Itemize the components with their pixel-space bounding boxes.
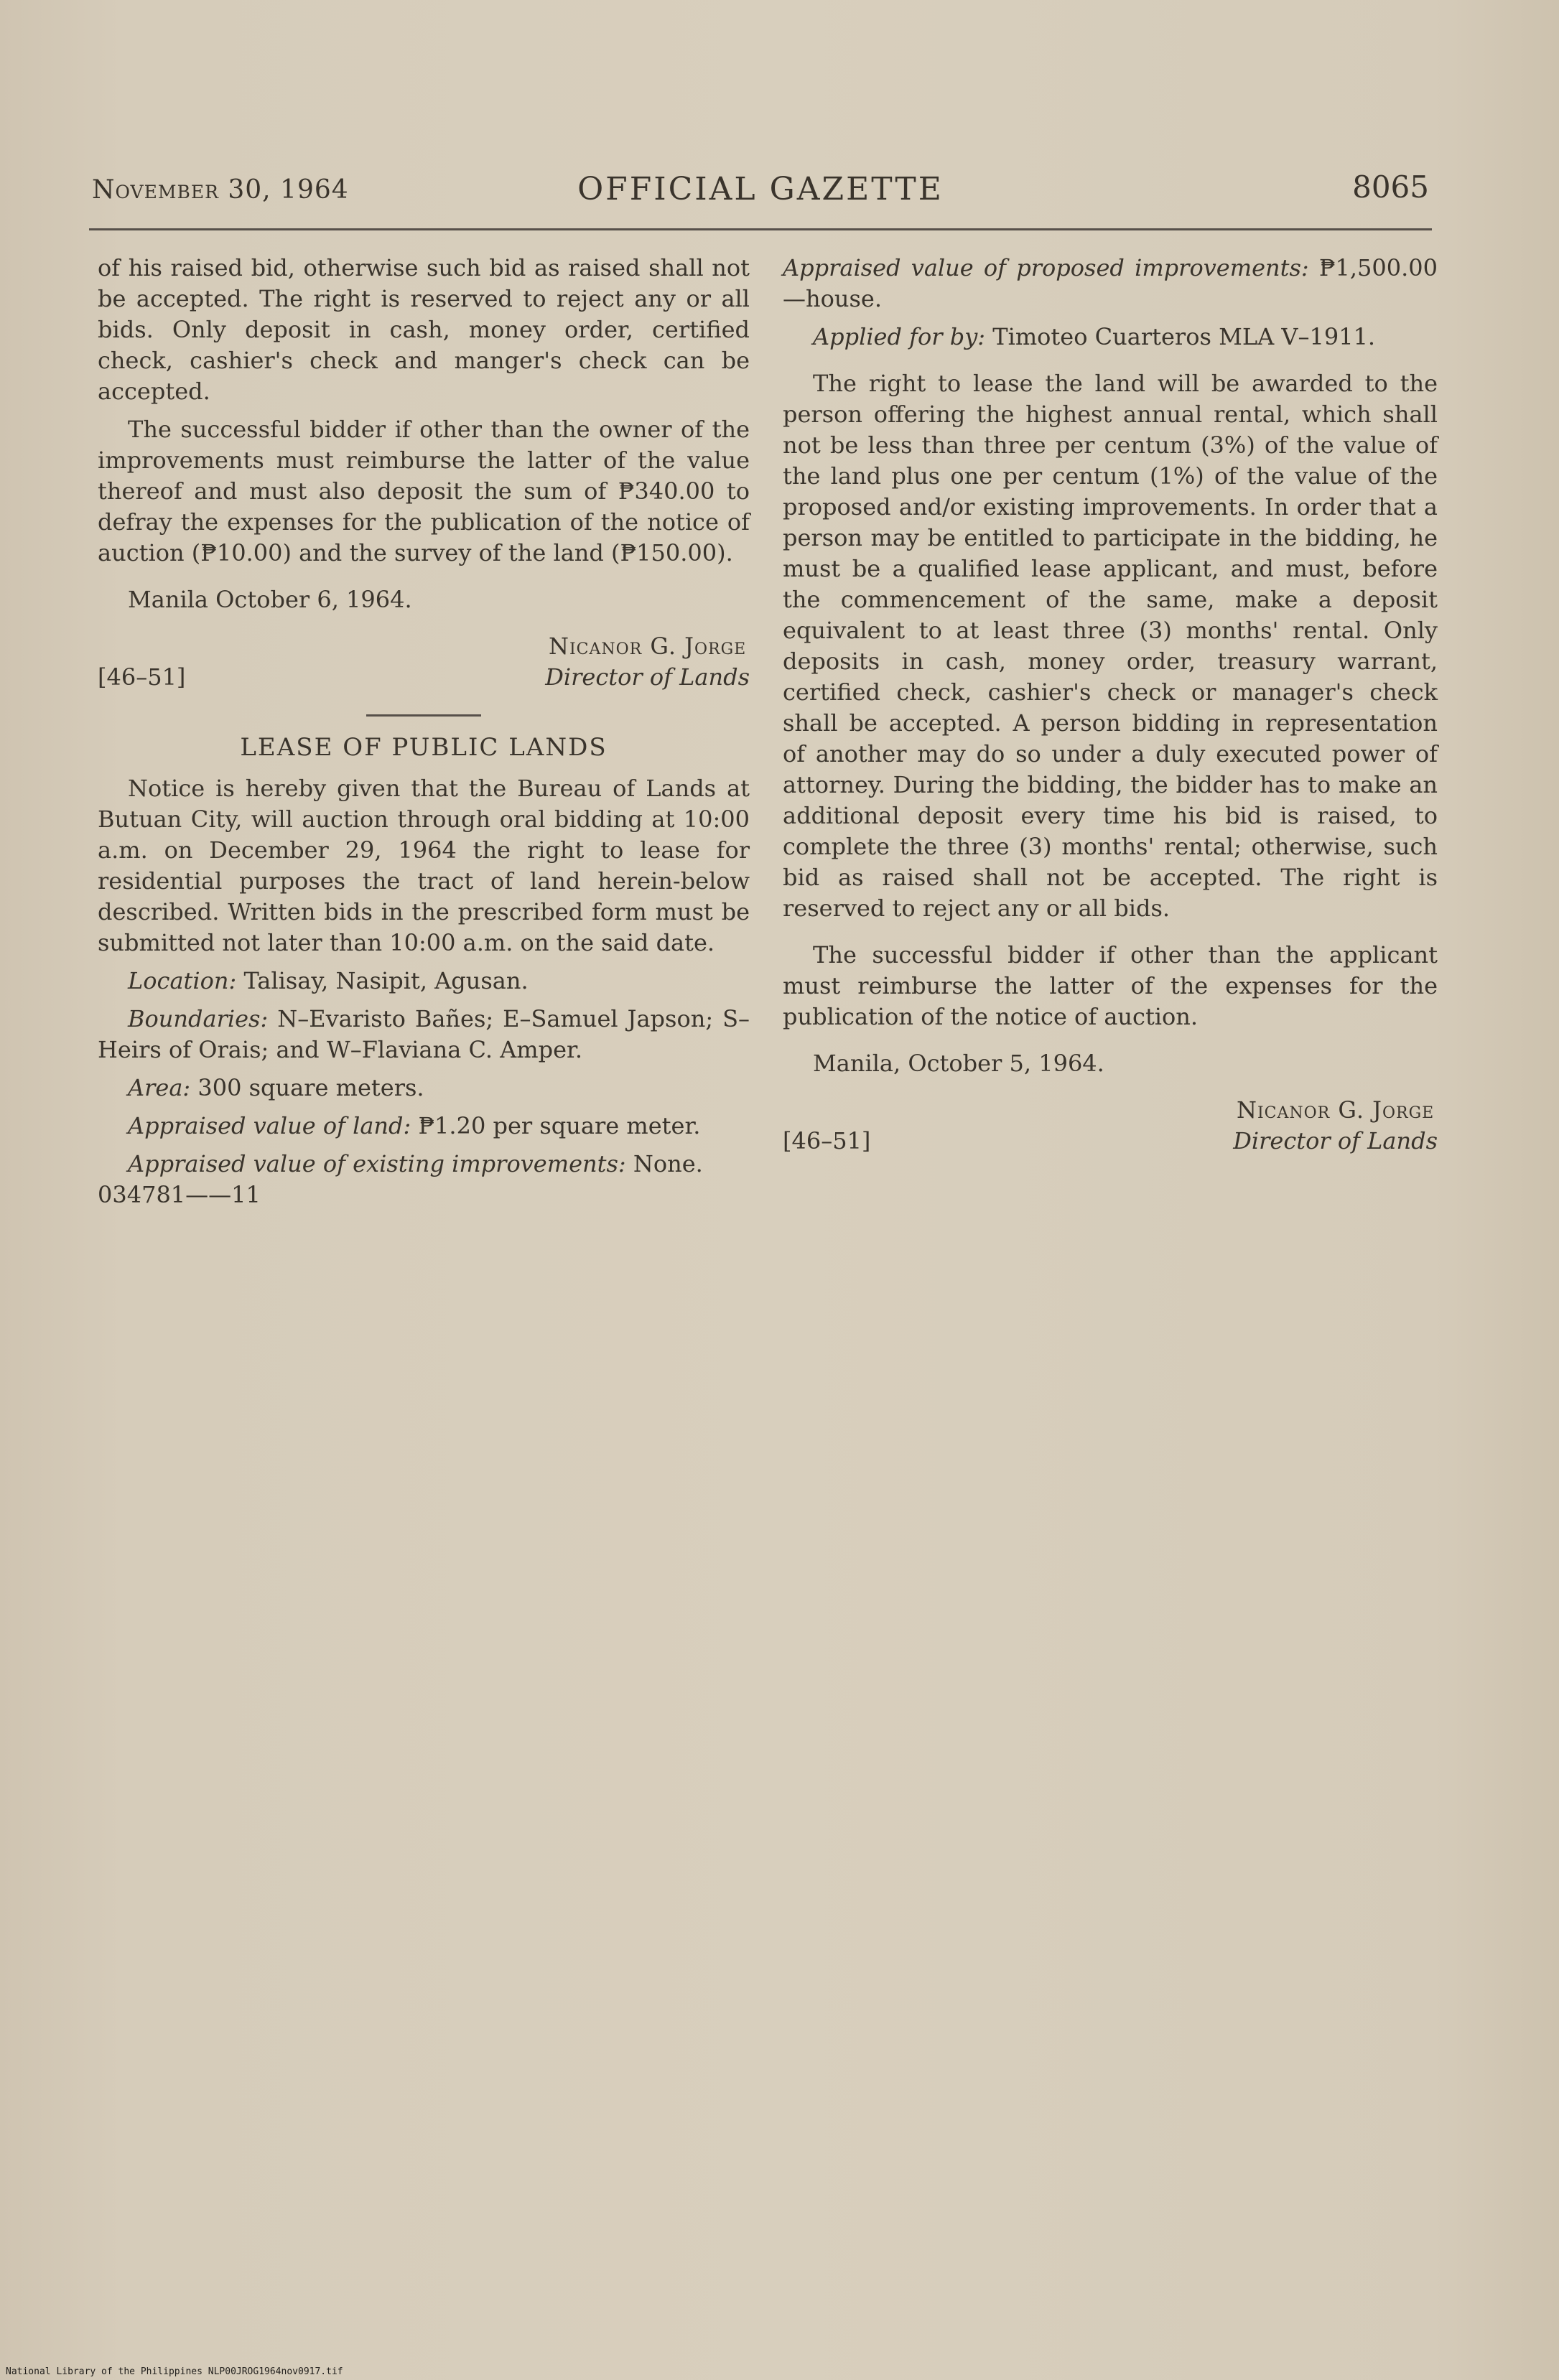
header-rule — [89, 228, 1432, 230]
page-header — [92, 167, 1429, 217]
reference-number: [46–51] — [98, 663, 186, 691]
signer-title-2: Director of Lands — [1233, 1127, 1438, 1154]
section-divider — [366, 714, 481, 717]
land-value-line — [98, 1111, 750, 1142]
reference-number-2: [46–51] — [783, 1127, 871, 1154]
continued-paragraph: of his raised bid, otherwise such bid as raised shall not be accepted. The right is reserved to reject any or all bids. Only deposit in cash, money order, certified check, cashier's check and manger's check can be accepted. — [98, 254, 750, 405]
area-line — [98, 1073, 750, 1103]
existing-improvements-label: Appraised value of existing improvements: — [128, 1150, 626, 1177]
existing-improvements-line — [98, 1149, 750, 1180]
boundaries-line — [98, 1004, 750, 1065]
area-value: 300 square meters. — [197, 1074, 424, 1101]
notice-code: 034781——11 — [98, 1181, 261, 1208]
area-label: Area: — [128, 1074, 191, 1101]
signer-title: Director of Lands — [545, 663, 750, 691]
location-line — [98, 966, 750, 997]
land-value: ₱1.20 per square meter. — [418, 1112, 701, 1139]
place-date-2: Manila, October 5, 1964. — [813, 1050, 1104, 1077]
land-value-label: Appraised value of land: — [128, 1112, 411, 1139]
proposed-improvements-value: ₱1,500.00—house. — [783, 254, 1438, 312]
signer-name: Nicanor G. Jorge — [548, 633, 747, 660]
successful-bidder-paragraph: The successful bidder if other than the owner of the improvements must reimburse the latter of the value thereof and must also deposit the sum of ₱340.00 to defray the expenses for the publication of the notice of auction (₱10.00) and the survey of the land (₱150.00). — [98, 416, 750, 566]
signature-block — [545, 631, 750, 693]
lease-award-paragraph: The right to lease the land will be awarded to the person offering the highest annual rental, which shall not be less than three per centum (3%) of the value of the land plus one per centum (1%) of the value of the proposed and/or existing improvements. In order that a person may be entitled to participate in the bidding, he must be a qualified lease applicant, and must, before the commencement of the same, make a deposit equivalent to at least three (3) months' rental. Only deposits in cash, money order, treasury warrant, certified check, cashier's check or manager's check shall be accepted. A person bidding in representation of another may do so under a duly executed power of attorney. During the bidding, the bidder has to make an additional deposit every time his bid is raised, to complete the three (3) months' rental; otherwise, such bid as raised shall not be accepted. The right is reserved to reject any or all bids. — [783, 370, 1438, 922]
boundaries-label: Boundaries: — [128, 1005, 269, 1032]
signer-name-2: Nicanor G. Jorge — [1236, 1096, 1435, 1124]
boundaries-value: N–Evaristo Bañes; E–Samuel Japson; S–Heirs of Orais; and W–Flaviana C. Amper. — [98, 1005, 750, 1063]
scan-footer: National Library of the Philippines NLP00JROG1964nov0917.tif — [6, 2366, 343, 2377]
header-page-number: 8065 — [1352, 169, 1429, 205]
section-title: LEASE OF PUBLIC LANDS — [240, 733, 608, 762]
header-title: OFFICIAL GAZETTE — [577, 171, 944, 207]
signature-block-2 — [1233, 1095, 1438, 1157]
applied-for-label: Applied for by: — [813, 323, 986, 350]
location-value: Talisay, Nasipit, Agusan. — [243, 967, 529, 994]
notice-paragraph: Notice is hereby given that the Bureau of Lands at Butuan City, will auction through oral bidding at 10:00 a.m. on December 29, 1964 the right to lease for residential purposes the tract of land herein-below described. Written bids in the prescribed form must be submitted not later than 10:00 a.m. on the said date. — [98, 775, 750, 956]
successful-bidder-paragraph-2: The successful bidder if other than the applicant must reimburse the latter of the expenses for the publication of the notice of auction. — [783, 941, 1438, 1030]
signature-row-2 — [783, 1095, 1438, 1157]
existing-improvements-value: None. — [633, 1150, 703, 1177]
proposed-improvements-label: Appraised value of proposed improvements: — [783, 254, 1309, 281]
left-column — [98, 253, 750, 1210]
proposed-improvements-line — [783, 253, 1438, 314]
signature-row — [98, 631, 750, 693]
applied-for-line — [783, 322, 1438, 353]
applied-for-value: Timoteo Cuarteros MLA V–1911. — [992, 323, 1376, 350]
place-date: Manila October 6, 1964. — [128, 586, 412, 613]
header-date: November 30, 1964 — [92, 175, 349, 205]
location-label: Location: — [128, 967, 237, 994]
right-column — [783, 253, 1438, 1157]
